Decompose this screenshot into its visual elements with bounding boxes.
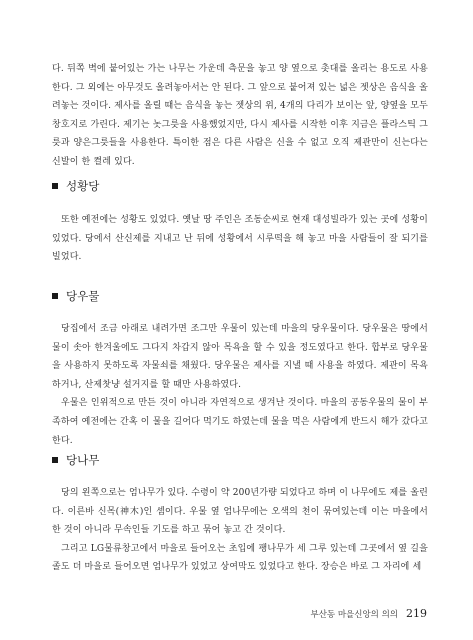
body-paragraph: 우물은 인위적으로 만든 것이 아니라 자연적으로 생겨난 것이다. 마을의 공동우물의 물이 부족하여 예전에는 간혹 이 물을 길어다 먹기도 하였는데 물을 먹은 사람에게 반드시 해가 갔다고 한다. bbox=[52, 398, 428, 446]
intro-paragraph-block bbox=[52, 60, 428, 172]
body-paragraph: 당의 왼쪽으로는 엄나무가 있다. 수령이 약 200년가량 되었다고 하며 이 나무에도 제를 올린다. 이른바 신목(神木)인 셈이다. 우물 옆 엄나무에는 오색의 천이 묶여있는데 이는 마을에서 한 것이 아니라 무속인들 기도를 하고 묶어 놓고 간 것이다. bbox=[52, 488, 428, 536]
page-footer bbox=[310, 607, 427, 620]
page-number: 219 bbox=[406, 607, 427, 620]
body-paragraph: 또한 예전에는 성황도 있었다. 옛날 땅 주인은 조동순씨로 현재 대성빌라가 있는 곳에 성황이 있었다. 당에서 산신제를 지내고 난 뒤에 성황에서 시루떡을 해 놓고 마을 사람들이 잘 되기를 빌었다. bbox=[52, 215, 428, 263]
section-heading-dangumul bbox=[52, 288, 99, 304]
body-paragraph: 그리고 LG물류창고에서 마을로 들어오는 초입에 팽나무가 세 그루 있는데 그곳에서 옆 길을 졸도 더 마을로 들어오면 엄나무가 있었고 상여막도 있었다고 한다. 장승은 바로 그 자리에 세 bbox=[52, 543, 428, 573]
running-title: 부산동 마을신앙의 의의 bbox=[310, 610, 398, 620]
section-title: 당우물 bbox=[66, 289, 100, 303]
square-bullet-icon bbox=[52, 183, 58, 189]
section-title: 성황당 bbox=[66, 179, 100, 193]
body-paragraph: 다. 뒤쪽 벽에 붙어있는 가는 나무는 가운데 측문을 놓고 양 옆으로 촛대를 올리는 용도로 사용한다. 그 외에는 아무것도 올려놓아서는 안 된다. 그 앞으로 붙어져 있는 넓은 젯상은 음식을 올려놓는 것이다. 제사를 올릴 때는 음식을 놓는 젯상의 위, 4개의 다리가 보이는 앞, 양옆을 모두 창호지로 가린다. 제기는 놋그릇을 사용했었지만, 다시 제사를 시작한 이후 지금은 플라스틱 그릇과 양은그릇들을 사용한다. 특이한 점은 다른 사람은 신을 수 없고 오직 제관만이 신는다는 신발이 한 켤레 있다. bbox=[52, 64, 428, 167]
section-title: 당나무 bbox=[66, 453, 100, 467]
dangnamu-body bbox=[52, 484, 428, 577]
seonghwangdang-body bbox=[52, 211, 428, 267]
section-heading-dangnamu bbox=[52, 452, 99, 468]
dangumul-body bbox=[52, 320, 428, 450]
square-bullet-icon bbox=[52, 293, 58, 299]
square-bullet-icon bbox=[52, 457, 58, 463]
body-paragraph: 당집에서 조금 아래로 내려가면 조그만 우물이 있는데 마을의 당우물이다. 당우물은 땅에서 물이 솟아 한겨울에도 그다지 차갑지 않아 목욕을 할 수 있을 정도였다고 한다. 합부로 당우물을 사용하지 못하도록 자물쇠를 채웠다. 당우물은 제사를 지낼 때 사용을 하였다. 제관이 목욕하거나, 산제찻냥 설거지를 할 때만 사용하였다. bbox=[52, 324, 428, 390]
section-heading-seonghwangdang bbox=[52, 178, 99, 194]
